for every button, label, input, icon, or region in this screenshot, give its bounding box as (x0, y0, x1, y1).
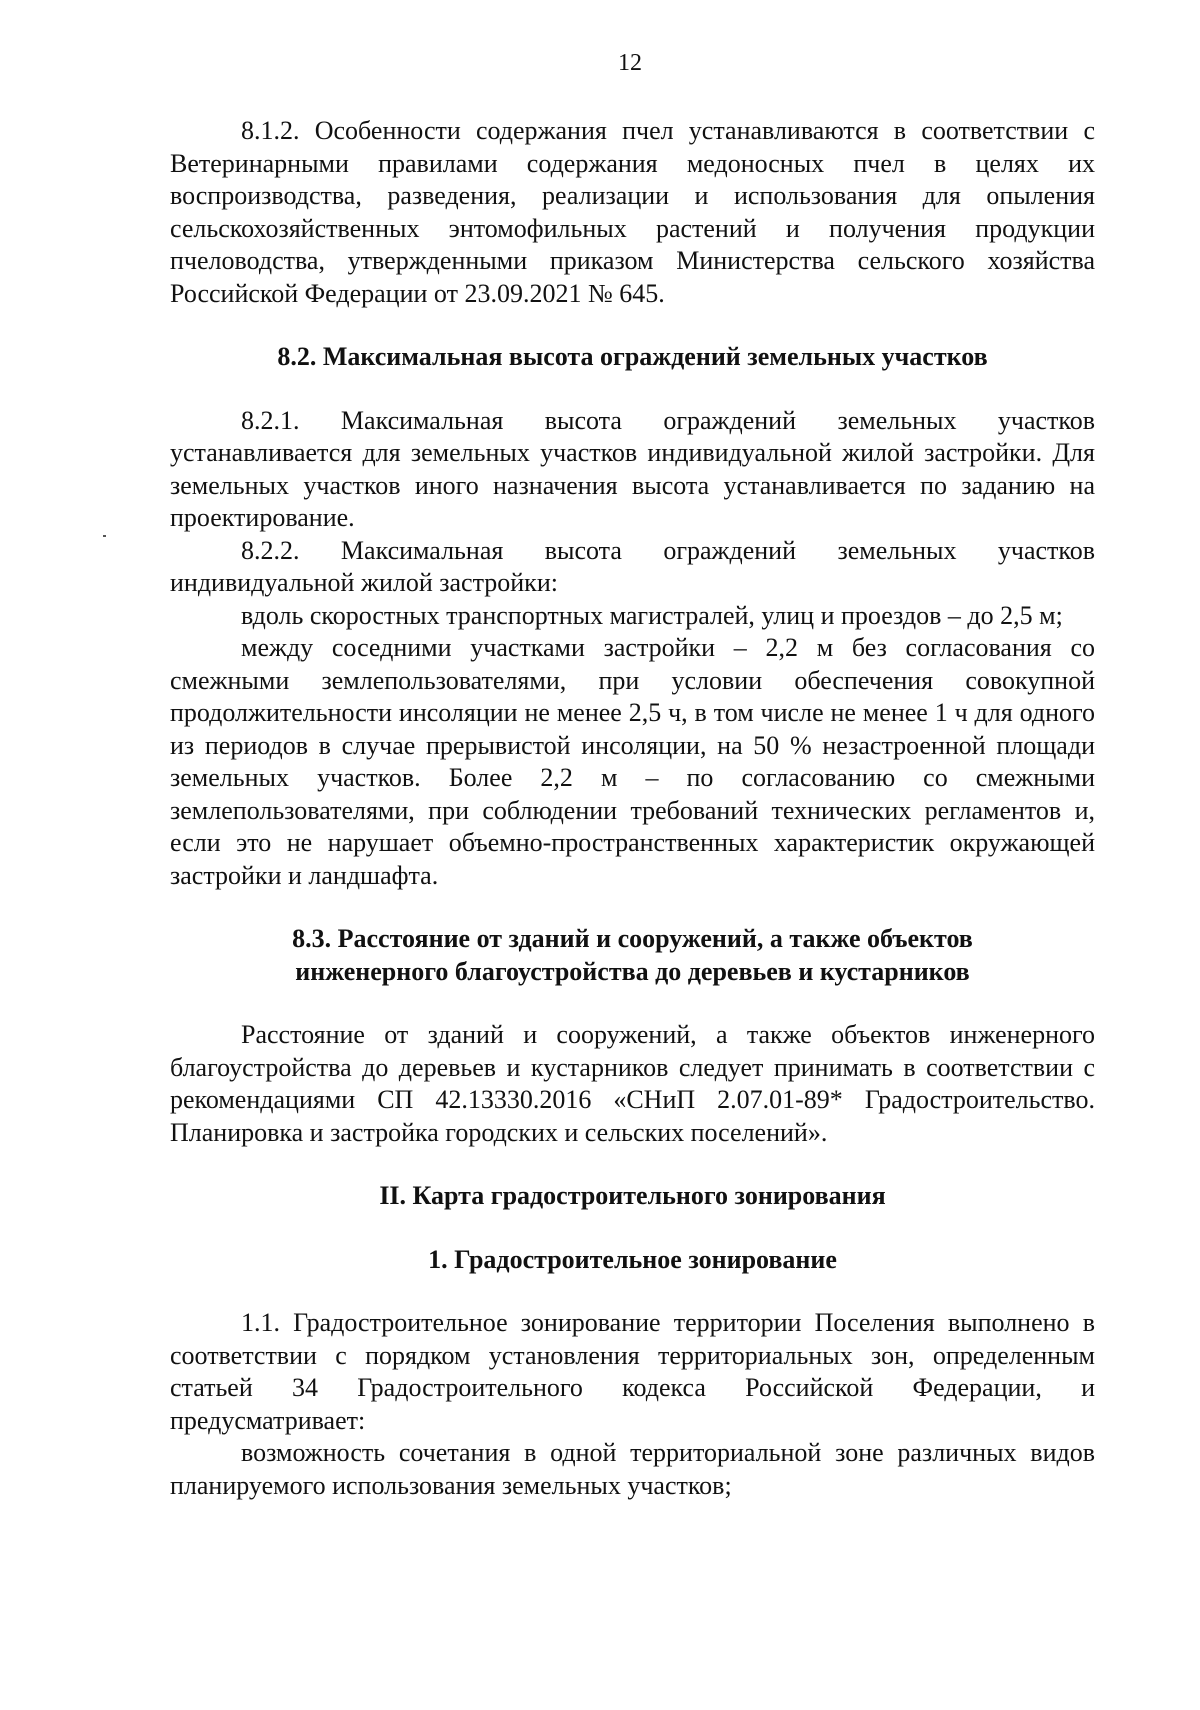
spacer (170, 1213, 1095, 1244)
spacer (170, 374, 1095, 405)
heading-8-3-line2: инженерного благоустройства до деревьев и кустарников (295, 956, 970, 986)
spacer (170, 310, 1095, 341)
document-body (170, 115, 1095, 1502)
paragraph-possibility: возможность сочетания в одной территориальной зоне различных видов планируемого использования земельных участков; (170, 1438, 1095, 1500)
paragraph-between-plots: между соседними участками застройки – 2,2 м без согласования со смежными землепользователями, при условии обеспечения совокупной продолжительности инсоляции не менее 2,5 ч, в том числе не менее 1 ч для одного из периодов в случае прерывистой инсоляции, на 50 % незастроенной площади земельных участков. Более 2,2 м – по согласованию со смежными землепользователями, при соблюдении требований технических регламентов и, если это не нарушает объемно-пространственных характеристик окружающей застройки и ландшафта. (170, 633, 1095, 890)
scan-artifact-dot (103, 535, 106, 537)
heading-1-zoning: 1. Градостроительное зонирование (428, 1244, 837, 1274)
spacer (170, 1149, 1095, 1180)
heading-section-II: II. Карта градостроительного зонирования (379, 1181, 886, 1210)
paragraph-8-3: Расстояние от зданий и сооружений, а также объектов инженерного благоустройства до деревьев и кустарников следует принимать в соответствии с рекомендациями СП 42.13330.2016 «СНиП 2.07.01-89* Градостроительство. Планировка и застройка городских и сельских поселений». (170, 1020, 1095, 1147)
heading-8-3-line1: 8.3. Расстояние от зданий и сооружений, а также объектов (292, 924, 973, 953)
paragraph-8-1-2: 8.1.2. Особенности содержания пчел устанавливаются в соответствии с Ветеринарными правилами содержания медоносных пчел в целях их воспроизводства, разведения, реализации и использования для опыления сельскохозяйственных энтомофильных растений и получения продукции пчеловодства, утвержденными приказом Министерства сельского хозяйства Российской Федерации от 23.09.2021 № 645. (170, 116, 1095, 308)
paragraph-1-1: 1.1. Градостроительное зонирование территории Поселения выполнено в соответствии с порядком установления территориальных зон, определенным статьей 34 Градостроительного кодекса Российской Федерации, и предусматривает: (170, 1308, 1095, 1435)
spacer (170, 988, 1095, 1019)
heading-8-2: 8.2. Максимальная высота ограждений земельных участков (277, 342, 988, 371)
paragraph-along-roads: вдоль скоростных транспортных магистралей, улиц и проездов – до 2,5 м; (241, 600, 1063, 630)
spacer (170, 1276, 1095, 1307)
paragraph-8-2-1: 8.2.1. Максимальная высота ограждений земельных участков устанавливается для земельных участков индивидуальной жилой застройки. Для земельных участков иного назначения высота устанавливается по заданию на проектирование. (170, 405, 1095, 532)
paragraph-8-2-2: 8.2.2. Максимальная высота ограждений земельных участков индивидуальной жилой застройки: (170, 535, 1095, 597)
spacer (170, 892, 1095, 923)
page-number: 12 (618, 50, 642, 76)
